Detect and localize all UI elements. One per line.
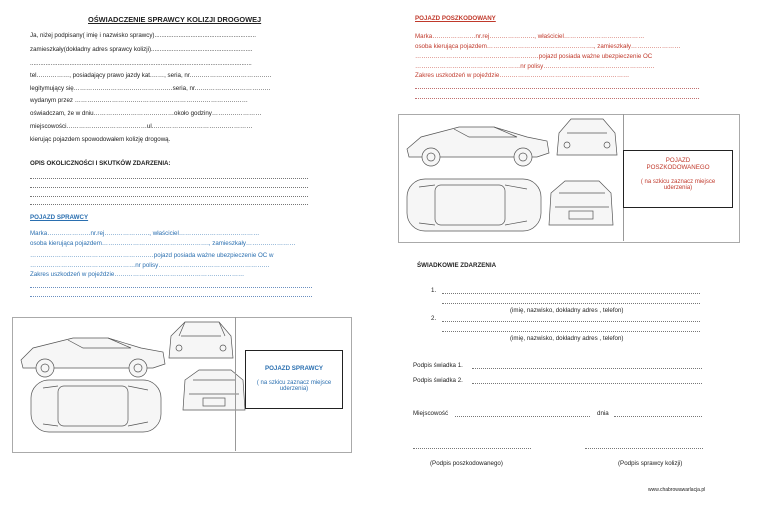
- sig-perp-field[interactable]: [585, 448, 703, 449]
- perp-label-box: [245, 350, 343, 409]
- left-line-5: legitymujący się…………………………………………seria, nr.………………………………: [30, 85, 271, 92]
- perp-vehicle-line-2: osoba kierująca pojazdem……………………………………………., zamieszkały……………………: [30, 240, 296, 247]
- victim-box-title: POJAZD POSZKODOWANEGO: [646, 157, 710, 171]
- witness-2-field[interactable]: [442, 321, 700, 322]
- perp-vehicle-line-1: Marka…………………nr.rej…………………., właściciel…………………………………: [30, 230, 260, 237]
- witness-heading: ŚWIADKOWIE ZDARZENIA: [417, 262, 497, 269]
- sig-witness-1-label: Podpis świadka 1.: [413, 362, 463, 369]
- perp-vehicle-heading: POJAZD SPRAWCY: [30, 214, 89, 221]
- witness-2-caption: (imię, nazwisko, dokładny adres , telefon): [510, 335, 624, 342]
- victim-damage-line[interactable]: [415, 98, 699, 99]
- left-line-3: .................................................................................................................................: [30, 60, 252, 67]
- sig-witness-2-label: Podpis świadka 2.: [413, 377, 463, 384]
- sig-witness-2-field[interactable]: [472, 383, 702, 384]
- sig-victim-field[interactable]: [413, 448, 531, 449]
- witness-1-label: 1.: [431, 287, 437, 294]
- perp-box-title: POJAZD SPRAWCY: [264, 365, 324, 372]
- witness-1-field[interactable]: [442, 303, 700, 304]
- place-field[interactable]: [455, 416, 590, 417]
- perp-vehicle-line-4: ……………………………………………nr polisy………………………………………………: [30, 262, 270, 269]
- damage-line[interactable]: [30, 287, 312, 288]
- perp-vehicle-line-5: Zakres uszkodzeń w pojeździe………………………………………………………: [30, 271, 245, 278]
- sig-victim-label: (Podpis poszkodowanego): [430, 460, 503, 467]
- victim-label-box: [623, 150, 733, 208]
- victim-vehicle-line-1: Marka…………………nr.rej…………………., właściciel…………………………………: [415, 33, 645, 40]
- place-label: Miejscowość: [413, 410, 449, 417]
- sig-perp-label: (Podpis sprawcy kolizji): [618, 460, 683, 467]
- date-field[interactable]: [614, 416, 702, 417]
- left-title: OŚWIADCZENIE SPRAWCY KOLIZJI DROGOWEJ: [88, 15, 262, 24]
- victim-vehicle-line-4: ……………………………………………nr polisy………………………………………………: [415, 63, 655, 70]
- circumstances-heading: OPIS OKOLICZNOŚCI I SKUTKÓW ZDARZENIA:: [30, 160, 171, 167]
- left-line-2: zamieszkały(dokładny adres sprawcy kolizji)...........................................................: [30, 46, 253, 53]
- website: www.chabrowawarlacja.pl: [648, 487, 706, 493]
- damage-line[interactable]: [30, 296, 312, 297]
- left-line-6: wydanym przez …………………………………………………………………………: [30, 97, 248, 104]
- victim-box-note: ( na szkicu zaznacz miejsce uderzenia): [640, 179, 716, 191]
- circumstances-line[interactable]: [30, 196, 308, 197]
- perp-vehicle-line-3: ……………………………………………………pojazd posiada ważne ubezpieczenie OC w: [30, 252, 274, 259]
- left-line-8: miejscowości…………………………………ul.…………………………………………: [30, 123, 253, 130]
- left-line-1: Ja, niżej podpisany( imię i nazwisko sprawcy)...........................................................: [30, 32, 256, 39]
- circumstances-line[interactable]: [30, 187, 308, 188]
- victim-vehicle-line-3: ……………………………………………………pojazd posiada ważne ubezpieczenie OC: [415, 53, 653, 60]
- victim-vehicle-line-5: Zakres uszkodzeń w pojeździe………………………………………………………: [415, 72, 630, 79]
- sig-witness-1-field[interactable]: [472, 368, 702, 369]
- circumstances-line[interactable]: [30, 204, 308, 205]
- victim-damage-line[interactable]: [415, 88, 699, 89]
- left-line-4: tel.……………, posiadający prawo jazdy kat.……, seria, nr.…………………………………: [30, 72, 272, 79]
- date-label: dnia: [597, 410, 609, 417]
- witness-2-label: 2.: [431, 315, 437, 322]
- victim-vehicle-line-2: osoba kierująca pojazdem……………………………………………., zamieszkały……………………: [415, 43, 681, 50]
- witness-1-caption: (imię, nazwisko, dokładny adres , telefon): [510, 307, 624, 314]
- left-line-7: oświadczam, że w dniu…………………………………około godziny……………………: [30, 110, 262, 117]
- left-line-9: kierując pojazdem spowodowałem kolizję drogową.: [30, 136, 171, 143]
- perp-box-note: ( na szkicu zaznacz miejsce uderzenia): [256, 380, 332, 392]
- witness-1-field[interactable]: [442, 293, 700, 294]
- victim-vehicle-heading: POJAZD POSZKODOWANY: [415, 15, 496, 22]
- circumstances-line[interactable]: [30, 178, 308, 179]
- witness-2-field[interactable]: [442, 331, 700, 332]
